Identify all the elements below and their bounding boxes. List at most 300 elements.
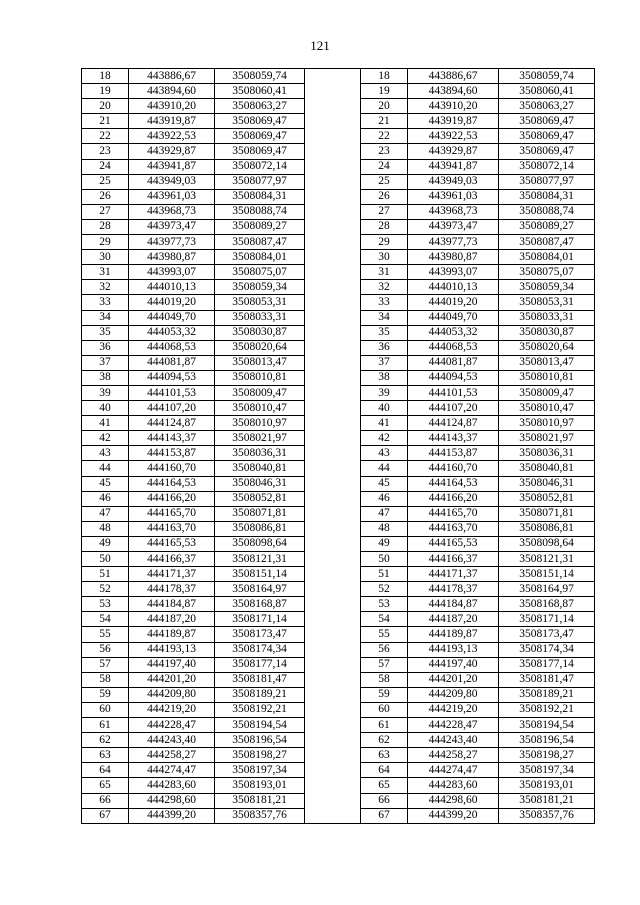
table-row: [82, 99, 595, 114]
left-point-number-cell: 47: [82, 506, 129, 521]
table-row: [82, 567, 595, 582]
left-y-coordinate-cell: 3508171,14: [215, 612, 305, 627]
column-gap: [305, 808, 361, 823]
left-y-coordinate-cell: 3508036,31: [215, 446, 305, 461]
left-x-coordinate-cell: 444219,20: [129, 702, 215, 717]
table-row: [82, 235, 595, 250]
left-point-number-cell: 67: [82, 808, 129, 823]
right-x-coordinate-cell: 443886,67: [408, 69, 499, 84]
left-point-number-cell: 23: [82, 144, 129, 159]
left-point-number-cell: 20: [82, 99, 129, 114]
left-x-coordinate-cell: 444209,80: [129, 687, 215, 702]
right-point-number-cell: 24: [361, 159, 408, 174]
right-point-number-cell: 38: [361, 370, 408, 385]
right-y-coordinate-cell: 3508151,14: [499, 567, 595, 582]
right-point-number-cell: 54: [361, 612, 408, 627]
left-point-number-cell: 33: [82, 295, 129, 310]
table-row: [82, 536, 595, 551]
right-y-coordinate-cell: 3508009,47: [499, 385, 595, 400]
table-row: [82, 325, 595, 340]
table-row: [82, 340, 595, 355]
left-x-coordinate-cell: 444166,37: [129, 552, 215, 567]
right-x-coordinate-cell: 444283,60: [408, 778, 499, 793]
right-x-coordinate-cell: 444081,87: [408, 355, 499, 370]
left-point-number-cell: 31: [82, 265, 129, 280]
left-y-coordinate-cell: 3508060,41: [215, 84, 305, 99]
column-gap: [305, 476, 361, 491]
right-x-coordinate-cell: 444166,37: [408, 552, 499, 567]
right-point-number-cell: 64: [361, 763, 408, 778]
column-gap: [305, 159, 361, 174]
left-x-coordinate-cell: 444171,37: [129, 567, 215, 582]
right-y-coordinate-cell: 3508357,76: [499, 808, 595, 823]
column-gap: [305, 702, 361, 717]
left-x-coordinate-cell: 444101,53: [129, 385, 215, 400]
left-y-coordinate-cell: 3508059,74: [215, 69, 305, 84]
left-y-coordinate-cell: 3508021,97: [215, 431, 305, 446]
left-point-number-cell: 56: [82, 642, 129, 657]
right-y-coordinate-cell: 3508196,54: [499, 733, 595, 748]
column-gap: [305, 506, 361, 521]
right-y-coordinate-cell: 3508030,87: [499, 325, 595, 340]
right-y-coordinate-cell: 3508020,64: [499, 340, 595, 355]
right-x-coordinate-cell: 444171,37: [408, 567, 499, 582]
left-x-coordinate-cell: 444094,53: [129, 370, 215, 385]
table-row: [82, 748, 595, 763]
right-x-coordinate-cell: 444298,60: [408, 793, 499, 808]
right-y-coordinate-cell: 3508189,21: [499, 687, 595, 702]
right-point-number-cell: 66: [361, 793, 408, 808]
column-gap: [305, 778, 361, 793]
left-y-coordinate-cell: 3508098,64: [215, 536, 305, 551]
left-point-number-cell: 64: [82, 763, 129, 778]
left-point-number-cell: 18: [82, 69, 129, 84]
left-x-coordinate-cell: 444166,20: [129, 491, 215, 506]
column-gap: [305, 491, 361, 506]
column-gap: [305, 235, 361, 250]
left-x-coordinate-cell: 444274,47: [129, 763, 215, 778]
left-y-coordinate-cell: 3508194,54: [215, 718, 305, 733]
column-gap: [305, 733, 361, 748]
left-y-coordinate-cell: 3508072,14: [215, 159, 305, 174]
right-point-number-cell: 30: [361, 250, 408, 265]
left-y-coordinate-cell: 3508196,54: [215, 733, 305, 748]
left-point-number-cell: 36: [82, 340, 129, 355]
right-x-coordinate-cell: 443993,07: [408, 265, 499, 280]
left-point-number-cell: 32: [82, 280, 129, 295]
column-gap: [305, 310, 361, 325]
table-row: [82, 310, 595, 325]
right-y-coordinate-cell: 3508098,64: [499, 536, 595, 551]
left-point-number-cell: 34: [82, 310, 129, 325]
right-point-number-cell: 59: [361, 687, 408, 702]
left-y-coordinate-cell: 3508189,21: [215, 687, 305, 702]
right-point-number-cell: 51: [361, 567, 408, 582]
column-gap: [305, 446, 361, 461]
table-row: [82, 144, 595, 159]
coordinates-table: [81, 68, 595, 824]
right-point-number-cell: 42: [361, 431, 408, 446]
table-row: [82, 204, 595, 219]
column-gap: [305, 627, 361, 642]
left-y-coordinate-cell: 3508089,27: [215, 219, 305, 234]
left-y-coordinate-cell: 3508010,97: [215, 416, 305, 431]
right-x-coordinate-cell: 444187,20: [408, 612, 499, 627]
left-y-coordinate-cell: 3508181,47: [215, 672, 305, 687]
right-y-coordinate-cell: 3508084,31: [499, 189, 595, 204]
left-y-coordinate-cell: 3508071,81: [215, 506, 305, 521]
left-point-number-cell: 58: [82, 672, 129, 687]
table-row: [82, 189, 595, 204]
column-gap: [305, 385, 361, 400]
left-x-coordinate-cell: 444153,87: [129, 446, 215, 461]
left-x-coordinate-cell: 444399,20: [129, 808, 215, 823]
right-y-coordinate-cell: 3508036,31: [499, 446, 595, 461]
left-x-coordinate-cell: 443968,73: [129, 204, 215, 219]
left-point-number-cell: 37: [82, 355, 129, 370]
right-y-coordinate-cell: 3508077,97: [499, 174, 595, 189]
left-y-coordinate-cell: 3508088,74: [215, 204, 305, 219]
right-x-coordinate-cell: 444124,87: [408, 416, 499, 431]
column-gap: [305, 174, 361, 189]
left-point-number-cell: 35: [82, 325, 129, 340]
right-point-number-cell: 31: [361, 265, 408, 280]
column-gap: [305, 672, 361, 687]
column-gap: [305, 612, 361, 627]
right-point-number-cell: 44: [361, 461, 408, 476]
right-y-coordinate-cell: 3508072,14: [499, 159, 595, 174]
left-point-number-cell: 30: [82, 250, 129, 265]
right-point-number-cell: 25: [361, 174, 408, 189]
right-point-number-cell: 26: [361, 189, 408, 204]
left-x-coordinate-cell: 444164,53: [129, 476, 215, 491]
table-row: [82, 506, 595, 521]
left-x-coordinate-cell: 444053,32: [129, 325, 215, 340]
left-y-coordinate-cell: 3508052,81: [215, 491, 305, 506]
right-point-number-cell: 40: [361, 401, 408, 416]
table-row: [82, 476, 595, 491]
right-point-number-cell: 35: [361, 325, 408, 340]
table-row: [82, 250, 595, 265]
right-x-coordinate-cell: 443973,47: [408, 219, 499, 234]
right-y-coordinate-cell: 3508194,54: [499, 718, 595, 733]
column-gap: [305, 461, 361, 476]
table-row: [82, 461, 595, 476]
column-gap: [305, 250, 361, 265]
left-y-coordinate-cell: 3508040,81: [215, 461, 305, 476]
left-point-number-cell: 22: [82, 129, 129, 144]
right-point-number-cell: 29: [361, 235, 408, 250]
left-x-coordinate-cell: 444187,20: [129, 612, 215, 627]
column-gap: [305, 114, 361, 129]
column-gap: [305, 129, 361, 144]
right-y-coordinate-cell: 3508181,47: [499, 672, 595, 687]
right-x-coordinate-cell: 444068,53: [408, 340, 499, 355]
column-gap: [305, 657, 361, 672]
right-point-number-cell: 43: [361, 446, 408, 461]
table-row: [82, 687, 595, 702]
left-y-coordinate-cell: 3508077,97: [215, 174, 305, 189]
column-gap: [305, 582, 361, 597]
left-y-coordinate-cell: 3508059,34: [215, 280, 305, 295]
table-row: [82, 657, 595, 672]
column-gap: [305, 431, 361, 446]
right-y-coordinate-cell: 3508173,47: [499, 627, 595, 642]
left-y-coordinate-cell: 3508087,47: [215, 235, 305, 250]
right-x-coordinate-cell: 443961,03: [408, 189, 499, 204]
left-y-coordinate-cell: 3508075,07: [215, 265, 305, 280]
right-x-coordinate-cell: 444010,13: [408, 280, 499, 295]
right-point-number-cell: 20: [361, 99, 408, 114]
left-x-coordinate-cell: 444197,40: [129, 657, 215, 672]
left-x-coordinate-cell: 443941,87: [129, 159, 215, 174]
right-point-number-cell: 41: [361, 416, 408, 431]
right-y-coordinate-cell: 3508052,81: [499, 491, 595, 506]
left-point-number-cell: 62: [82, 733, 129, 748]
right-x-coordinate-cell: 444178,37: [408, 582, 499, 597]
left-y-coordinate-cell: 3508192,21: [215, 702, 305, 717]
right-point-number-cell: 21: [361, 114, 408, 129]
right-point-number-cell: 65: [361, 778, 408, 793]
left-point-number-cell: 46: [82, 491, 129, 506]
coordinates-table-body: [82, 69, 595, 824]
column-gap: [305, 718, 361, 733]
right-x-coordinate-cell: 444153,87: [408, 446, 499, 461]
table-row: [82, 642, 595, 657]
left-y-coordinate-cell: 3508084,31: [215, 189, 305, 204]
column-gap: [305, 536, 361, 551]
column-gap: [305, 325, 361, 340]
left-x-coordinate-cell: 444184,87: [129, 597, 215, 612]
right-x-coordinate-cell: 444184,87: [408, 597, 499, 612]
column-gap: [305, 265, 361, 280]
right-y-coordinate-cell: 3508069,47: [499, 114, 595, 129]
right-point-number-cell: 32: [361, 280, 408, 295]
right-point-number-cell: 61: [361, 718, 408, 733]
right-x-coordinate-cell: 443980,87: [408, 250, 499, 265]
left-point-number-cell: 52: [82, 582, 129, 597]
table-row: [82, 401, 595, 416]
right-y-coordinate-cell: 3508075,07: [499, 265, 595, 280]
right-x-coordinate-cell: 444163,70: [408, 521, 499, 536]
table-row: [82, 114, 595, 129]
right-point-number-cell: 55: [361, 627, 408, 642]
left-x-coordinate-cell: 444201,20: [129, 672, 215, 687]
right-y-coordinate-cell: 3508060,41: [499, 84, 595, 99]
left-x-coordinate-cell: 443949,03: [129, 174, 215, 189]
right-y-coordinate-cell: 3508164,97: [499, 582, 595, 597]
left-x-coordinate-cell: 444283,60: [129, 778, 215, 793]
left-y-coordinate-cell: 3508197,34: [215, 763, 305, 778]
right-x-coordinate-cell: 444166,20: [408, 491, 499, 506]
right-x-coordinate-cell: 443941,87: [408, 159, 499, 174]
right-x-coordinate-cell: 443919,87: [408, 114, 499, 129]
left-y-coordinate-cell: 3508046,31: [215, 476, 305, 491]
left-y-coordinate-cell: 3508086,81: [215, 521, 305, 536]
table-row: [82, 446, 595, 461]
right-y-coordinate-cell: 3508174,34: [499, 642, 595, 657]
left-point-number-cell: 48: [82, 521, 129, 536]
left-point-number-cell: 60: [82, 702, 129, 717]
left-y-coordinate-cell: 3508198,27: [215, 748, 305, 763]
right-point-number-cell: 27: [361, 204, 408, 219]
left-x-coordinate-cell: 444107,20: [129, 401, 215, 416]
left-x-coordinate-cell: 444228,47: [129, 718, 215, 733]
right-y-coordinate-cell: 3508171,14: [499, 612, 595, 627]
left-y-coordinate-cell: 3508174,34: [215, 642, 305, 657]
right-x-coordinate-cell: 444193,13: [408, 642, 499, 657]
right-point-number-cell: 56: [361, 642, 408, 657]
column-gap: [305, 370, 361, 385]
left-point-number-cell: 53: [82, 597, 129, 612]
right-x-coordinate-cell: 444160,70: [408, 461, 499, 476]
left-point-number-cell: 63: [82, 748, 129, 763]
right-point-number-cell: 39: [361, 385, 408, 400]
left-point-number-cell: 26: [82, 189, 129, 204]
left-y-coordinate-cell: 3508069,47: [215, 114, 305, 129]
left-point-number-cell: 41: [82, 416, 129, 431]
right-point-number-cell: 47: [361, 506, 408, 521]
table-row: [82, 627, 595, 642]
table-row: [82, 552, 595, 567]
right-y-coordinate-cell: 3508071,81: [499, 506, 595, 521]
left-y-coordinate-cell: 3508121,31: [215, 552, 305, 567]
right-x-coordinate-cell: 444165,53: [408, 536, 499, 551]
right-x-coordinate-cell: 443977,73: [408, 235, 499, 250]
table-row: [82, 416, 595, 431]
left-y-coordinate-cell: 3508010,47: [215, 401, 305, 416]
right-y-coordinate-cell: 3508033,31: [499, 310, 595, 325]
left-x-coordinate-cell: 444298,60: [129, 793, 215, 808]
right-x-coordinate-cell: 444094,53: [408, 370, 499, 385]
left-x-coordinate-cell: 443977,73: [129, 235, 215, 250]
left-x-coordinate-cell: 443886,67: [129, 69, 215, 84]
right-point-number-cell: 46: [361, 491, 408, 506]
table-row: [82, 718, 595, 733]
left-x-coordinate-cell: 444243,40: [129, 733, 215, 748]
left-y-coordinate-cell: 3508151,14: [215, 567, 305, 582]
left-point-number-cell: 42: [82, 431, 129, 446]
right-point-number-cell: 28: [361, 219, 408, 234]
right-point-number-cell: 48: [361, 521, 408, 536]
left-x-coordinate-cell: 444193,13: [129, 642, 215, 657]
left-y-coordinate-cell: 3508181,21: [215, 793, 305, 808]
right-y-coordinate-cell: 3508010,81: [499, 370, 595, 385]
left-y-coordinate-cell: 3508009,47: [215, 385, 305, 400]
right-x-coordinate-cell: 444189,87: [408, 627, 499, 642]
column-gap: [305, 280, 361, 295]
right-point-number-cell: 18: [361, 69, 408, 84]
right-x-coordinate-cell: 443894,60: [408, 84, 499, 99]
column-gap: [305, 144, 361, 159]
left-point-number-cell: 50: [82, 552, 129, 567]
right-y-coordinate-cell: 3508168,87: [499, 597, 595, 612]
right-x-coordinate-cell: 444209,80: [408, 687, 499, 702]
table-row: [82, 370, 595, 385]
right-point-number-cell: 57: [361, 657, 408, 672]
right-y-coordinate-cell: 3508121,31: [499, 552, 595, 567]
right-x-coordinate-cell: 444049,70: [408, 310, 499, 325]
left-x-coordinate-cell: 444143,37: [129, 431, 215, 446]
left-y-coordinate-cell: 3508053,31: [215, 295, 305, 310]
right-x-coordinate-cell: 444053,32: [408, 325, 499, 340]
right-x-coordinate-cell: 444165,70: [408, 506, 499, 521]
column-gap: [305, 401, 361, 416]
right-y-coordinate-cell: 3508010,97: [499, 416, 595, 431]
left-point-number-cell: 39: [82, 385, 129, 400]
right-point-number-cell: 53: [361, 597, 408, 612]
column-gap: [305, 567, 361, 582]
right-x-coordinate-cell: 444107,20: [408, 401, 499, 416]
left-x-coordinate-cell: 444165,70: [129, 506, 215, 521]
left-point-number-cell: 51: [82, 567, 129, 582]
right-y-coordinate-cell: 3508198,27: [499, 748, 595, 763]
left-point-number-cell: 27: [82, 204, 129, 219]
right-y-coordinate-cell: 3508084,01: [499, 250, 595, 265]
table-row: [82, 69, 595, 84]
table-row: [82, 733, 595, 748]
left-y-coordinate-cell: 3508069,47: [215, 144, 305, 159]
right-x-coordinate-cell: 443922,53: [408, 129, 499, 144]
column-gap: [305, 204, 361, 219]
right-y-coordinate-cell: 3508193,01: [499, 778, 595, 793]
right-x-coordinate-cell: 444399,20: [408, 808, 499, 823]
column-gap: [305, 99, 361, 114]
left-point-number-cell: 28: [82, 219, 129, 234]
table-row: [82, 808, 595, 823]
left-x-coordinate-cell: 444068,53: [129, 340, 215, 355]
right-x-coordinate-cell: 444258,27: [408, 748, 499, 763]
right-x-coordinate-cell: 444197,40: [408, 657, 499, 672]
table-row: [82, 295, 595, 310]
table-row: [82, 159, 595, 174]
left-y-coordinate-cell: 3508030,87: [215, 325, 305, 340]
right-y-coordinate-cell: 3508177,14: [499, 657, 595, 672]
left-x-coordinate-cell: 444165,53: [129, 536, 215, 551]
left-point-number-cell: 66: [82, 793, 129, 808]
left-x-coordinate-cell: 444178,37: [129, 582, 215, 597]
column-gap: [305, 340, 361, 355]
right-point-number-cell: 67: [361, 808, 408, 823]
table-row: [82, 280, 595, 295]
left-point-number-cell: 59: [82, 687, 129, 702]
right-point-number-cell: 45: [361, 476, 408, 491]
right-point-number-cell: 58: [361, 672, 408, 687]
right-y-coordinate-cell: 3508197,34: [499, 763, 595, 778]
column-gap: [305, 521, 361, 536]
column-gap: [305, 219, 361, 234]
table-row: [82, 702, 595, 717]
left-point-number-cell: 54: [82, 612, 129, 627]
right-y-coordinate-cell: 3508059,74: [499, 69, 595, 84]
left-y-coordinate-cell: 3508084,01: [215, 250, 305, 265]
left-x-coordinate-cell: 443919,87: [129, 114, 215, 129]
left-x-coordinate-cell: 443910,20: [129, 99, 215, 114]
right-x-coordinate-cell: 444019,20: [408, 295, 499, 310]
column-gap: [305, 416, 361, 431]
left-x-coordinate-cell: 443961,03: [129, 189, 215, 204]
left-y-coordinate-cell: 3508177,14: [215, 657, 305, 672]
right-point-number-cell: 49: [361, 536, 408, 551]
table-row: [82, 265, 595, 280]
left-x-coordinate-cell: 443929,87: [129, 144, 215, 159]
table-row: [82, 385, 595, 400]
left-y-coordinate-cell: 3508164,97: [215, 582, 305, 597]
right-y-coordinate-cell: 3508086,81: [499, 521, 595, 536]
right-point-number-cell: 19: [361, 84, 408, 99]
right-point-number-cell: 33: [361, 295, 408, 310]
column-gap: [305, 295, 361, 310]
